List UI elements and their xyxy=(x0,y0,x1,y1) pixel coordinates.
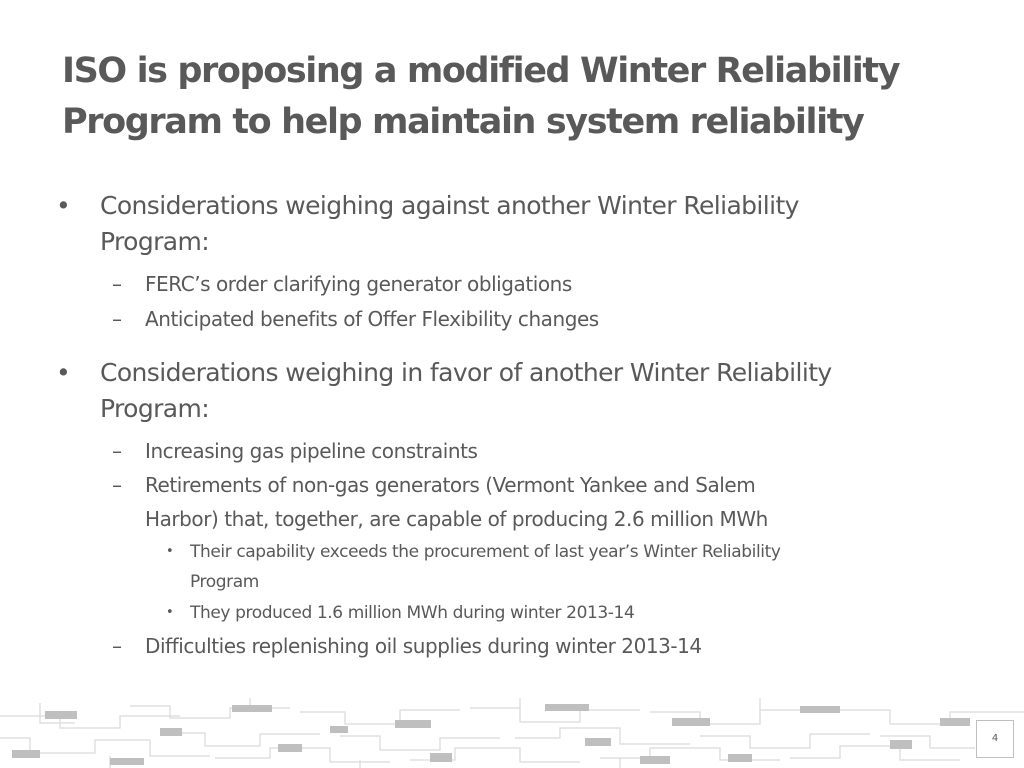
sub-bullet-text-line: Harbor) that, together, are capable of producing 2.6 million MWh xyxy=(145,507,768,531)
page-number: 4 xyxy=(976,720,1014,758)
bullet-text-line: Considerations weighing in favor of another Winter Reliability xyxy=(100,358,832,387)
bullet-dot-icon: • xyxy=(56,358,71,387)
sub-sub-bullet-text-line: Program xyxy=(190,572,259,592)
sub-bullet-text: Difficulties replenishing oil supplies during winter 2013-14 xyxy=(145,634,702,658)
bullet-text-line: Program: xyxy=(100,394,210,423)
bullet-text xyxy=(100,355,832,427)
sub-bullet-text: FERC’s order clarifying generator obligations xyxy=(145,272,572,296)
slide-title-line: ISO is proposing a modified Winter Reliability xyxy=(62,51,900,91)
sub-bullet-text xyxy=(145,468,768,536)
sub-sub-bullet-text: They produced 1.6 million MWh during winter 2013-14 xyxy=(190,603,635,623)
dash-icon: – xyxy=(112,307,122,331)
bullet-text-line: Considerations weighing against another Winter Reliability xyxy=(100,191,799,220)
bullet-text xyxy=(100,188,799,260)
dash-icon: – xyxy=(112,272,122,296)
dash-icon: – xyxy=(112,634,122,658)
bullet-dot-icon: • xyxy=(166,544,174,559)
sub-sub-bullet-text-line: Their capability exceeds the procurement of last year’s Winter Reliability xyxy=(190,542,781,562)
sub-bullet-text: Increasing gas pipeline constraints xyxy=(145,439,478,463)
circuit-board-footer-decoration xyxy=(0,698,1024,768)
dash-icon: – xyxy=(112,473,122,497)
slide-title-line: Program to help maintain system reliability xyxy=(62,102,864,142)
bullet-text-line: Program: xyxy=(100,227,210,256)
bullet-dot-icon: • xyxy=(166,605,174,620)
bullet-dot-icon: • xyxy=(56,191,71,220)
sub-bullet-text: Anticipated benefits of Offer Flexibility changes xyxy=(145,307,599,331)
sub-sub-bullet-text xyxy=(190,537,781,597)
dash-icon: – xyxy=(112,439,122,463)
sub-bullet-text-line: Retirements of non-gas generators (Vermont Yankee and Salem xyxy=(145,473,756,497)
